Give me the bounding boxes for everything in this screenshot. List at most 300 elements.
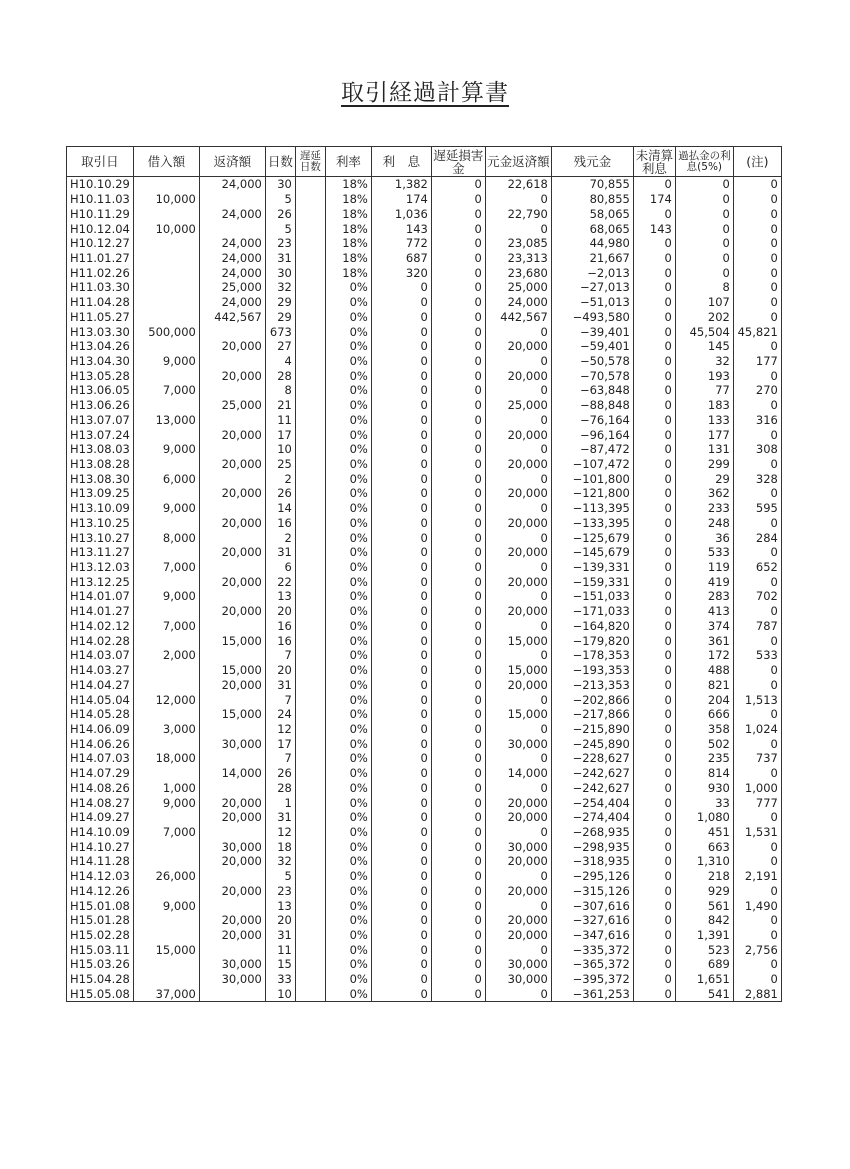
cell-note: 0 bbox=[733, 766, 781, 781]
cell-rate: 18% bbox=[325, 251, 371, 266]
table-row bbox=[67, 928, 782, 943]
cell-note: 0 bbox=[733, 398, 781, 413]
cell-borrowed: 9,000 bbox=[133, 795, 199, 810]
cell-rate: 0% bbox=[325, 854, 371, 869]
cell-overpayment-interest: 930 bbox=[675, 780, 733, 795]
cell-repaid: 24,000 bbox=[199, 177, 265, 192]
cell-delay-damages: 0 bbox=[431, 707, 485, 722]
cell-delay-damages: 0 bbox=[431, 354, 485, 369]
cell-days: 29 bbox=[265, 309, 295, 324]
cell-delay-damages: 0 bbox=[431, 295, 485, 310]
table-row bbox=[67, 383, 782, 398]
cell-principal-repaid: 0 bbox=[485, 619, 551, 634]
table-row bbox=[67, 368, 782, 383]
cell-rate: 0% bbox=[325, 560, 371, 575]
cell-repaid bbox=[199, 648, 265, 663]
cell-date: H14.01.27 bbox=[67, 604, 134, 619]
cell-rate: 0% bbox=[325, 516, 371, 531]
cell-overpayment-interest: 842 bbox=[675, 913, 733, 928]
table-row bbox=[67, 780, 782, 795]
cell-overpayment-interest: 0 bbox=[675, 265, 733, 280]
cell-unsettled-interest: 0 bbox=[633, 236, 675, 251]
cell-days: 4 bbox=[265, 354, 295, 369]
cell-principal-repaid: 20,000 bbox=[485, 545, 551, 560]
cell-delay-days bbox=[295, 324, 325, 339]
cell-rate: 0% bbox=[325, 545, 371, 560]
cell-principal-repaid: 23,313 bbox=[485, 251, 551, 266]
table-row bbox=[67, 942, 782, 957]
cell-delay-damages: 0 bbox=[431, 692, 485, 707]
cell-delay-days bbox=[295, 280, 325, 295]
cell-unsettled-interest: 0 bbox=[633, 177, 675, 192]
cell-overpayment-interest: 145 bbox=[675, 339, 733, 354]
cell-unsettled-interest: 0 bbox=[633, 751, 675, 766]
cell-remaining-principal: −365,372 bbox=[551, 957, 633, 972]
cell-delay-damages: 0 bbox=[431, 486, 485, 501]
cell-repaid bbox=[199, 324, 265, 339]
cell-remaining-principal: 58,065 bbox=[551, 206, 633, 221]
cell-borrowed: 7,000 bbox=[133, 825, 199, 840]
cell-days: 29 bbox=[265, 295, 295, 310]
cell-delay-days bbox=[295, 884, 325, 899]
cell-days: 25 bbox=[265, 457, 295, 472]
cell-date: H13.08.30 bbox=[67, 471, 134, 486]
header-interest: 利 息 bbox=[371, 147, 431, 177]
cell-interest: 0 bbox=[371, 354, 431, 369]
cell-borrowed bbox=[133, 928, 199, 943]
cell-delay-days bbox=[295, 751, 325, 766]
cell-delay-damages: 0 bbox=[431, 987, 485, 1002]
cell-overpayment-interest: 29 bbox=[675, 471, 733, 486]
table-row bbox=[67, 413, 782, 428]
table-row bbox=[67, 839, 782, 854]
cell-borrowed bbox=[133, 309, 199, 324]
cell-unsettled-interest: 0 bbox=[633, 648, 675, 663]
cell-days: 21 bbox=[265, 398, 295, 413]
cell-borrowed bbox=[133, 707, 199, 722]
cell-unsettled-interest: 0 bbox=[633, 589, 675, 604]
cell-delay-damages: 0 bbox=[431, 766, 485, 781]
cell-date: H14.12.03 bbox=[67, 869, 134, 884]
cell-rate: 18% bbox=[325, 265, 371, 280]
cell-remaining-principal: −59,401 bbox=[551, 339, 633, 354]
cell-remaining-principal: −2,013 bbox=[551, 265, 633, 280]
cell-repaid: 30,000 bbox=[199, 957, 265, 972]
cell-remaining-principal: −113,395 bbox=[551, 501, 633, 516]
table-row bbox=[67, 957, 782, 972]
cell-note: 0 bbox=[733, 604, 781, 619]
cell-remaining-principal: −63,848 bbox=[551, 383, 633, 398]
cell-note: 2,881 bbox=[733, 987, 781, 1002]
cell-note: 0 bbox=[733, 368, 781, 383]
cell-date: H13.06.05 bbox=[67, 383, 134, 398]
cell-unsettled-interest: 0 bbox=[633, 707, 675, 722]
cell-unsettled-interest: 0 bbox=[633, 942, 675, 957]
cell-delay-damages: 0 bbox=[431, 339, 485, 354]
cell-principal-repaid: 20,000 bbox=[485, 677, 551, 692]
cell-repaid: 20,000 bbox=[199, 516, 265, 531]
cell-unsettled-interest: 0 bbox=[633, 825, 675, 840]
cell-interest: 687 bbox=[371, 251, 431, 266]
cell-repaid bbox=[199, 722, 265, 737]
cell-delay-days bbox=[295, 957, 325, 972]
cell-delay-days bbox=[295, 486, 325, 501]
cell-interest: 320 bbox=[371, 265, 431, 280]
cell-note: 0 bbox=[733, 221, 781, 236]
cell-note: 177 bbox=[733, 354, 781, 369]
cell-date: H14.07.03 bbox=[67, 751, 134, 766]
cell-delay-damages: 0 bbox=[431, 795, 485, 810]
cell-principal-repaid: 20,000 bbox=[485, 884, 551, 899]
cell-overpayment-interest: 233 bbox=[675, 501, 733, 516]
cell-days: 13 bbox=[265, 589, 295, 604]
table-row bbox=[67, 663, 782, 678]
cell-note: 0 bbox=[733, 810, 781, 825]
cell-days: 17 bbox=[265, 736, 295, 751]
cell-delay-damages: 0 bbox=[431, 736, 485, 751]
cell-note: 0 bbox=[733, 265, 781, 280]
cell-days: 12 bbox=[265, 825, 295, 840]
cell-delay-days bbox=[295, 619, 325, 634]
cell-note: 0 bbox=[733, 339, 781, 354]
cell-overpayment-interest: 929 bbox=[675, 884, 733, 899]
cell-remaining-principal: 21,667 bbox=[551, 251, 633, 266]
cell-remaining-principal: −87,472 bbox=[551, 442, 633, 457]
cell-note: 0 bbox=[733, 177, 781, 192]
cell-remaining-principal: −101,800 bbox=[551, 471, 633, 486]
cell-delay-damages: 0 bbox=[431, 633, 485, 648]
cell-delay-damages: 0 bbox=[431, 722, 485, 737]
cell-remaining-principal: −242,627 bbox=[551, 766, 633, 781]
cell-interest: 0 bbox=[371, 928, 431, 943]
cell-borrowed bbox=[133, 368, 199, 383]
cell-borrowed: 500,000 bbox=[133, 324, 199, 339]
cell-remaining-principal: −268,935 bbox=[551, 825, 633, 840]
cell-days: 31 bbox=[265, 251, 295, 266]
cell-date: H15.04.28 bbox=[67, 972, 134, 987]
cell-principal-repaid: 23,680 bbox=[485, 265, 551, 280]
cell-note: 0 bbox=[733, 854, 781, 869]
cell-remaining-principal: −171,033 bbox=[551, 604, 633, 619]
cell-days: 26 bbox=[265, 766, 295, 781]
cell-delay-days bbox=[295, 839, 325, 854]
cell-overpayment-interest: 451 bbox=[675, 825, 733, 840]
cell-repaid bbox=[199, 987, 265, 1002]
cell-unsettled-interest: 0 bbox=[633, 854, 675, 869]
header-delay-damages: 遅延損害金 bbox=[433, 147, 484, 176]
cell-overpayment-interest: 361 bbox=[675, 633, 733, 648]
cell-days: 27 bbox=[265, 339, 295, 354]
cell-interest: 0 bbox=[371, 987, 431, 1002]
cell-remaining-principal: −88,848 bbox=[551, 398, 633, 413]
cell-repaid: 24,000 bbox=[199, 265, 265, 280]
cell-rate: 0% bbox=[325, 486, 371, 501]
cell-borrowed: 7,000 bbox=[133, 560, 199, 575]
cell-repaid bbox=[199, 869, 265, 884]
cell-delay-days bbox=[295, 795, 325, 810]
cell-delay-days bbox=[295, 913, 325, 928]
cell-delay-damages: 0 bbox=[431, 810, 485, 825]
table-row bbox=[67, 324, 782, 339]
cell-remaining-principal: 44,980 bbox=[551, 236, 633, 251]
table-row bbox=[67, 251, 782, 266]
cell-principal-repaid: 20,000 bbox=[485, 574, 551, 589]
cell-days: 8 bbox=[265, 383, 295, 398]
cell-borrowed bbox=[133, 839, 199, 854]
cell-repaid: 24,000 bbox=[199, 206, 265, 221]
cell-overpayment-interest: 666 bbox=[675, 707, 733, 722]
cell-repaid bbox=[199, 501, 265, 516]
cell-borrowed: 10,000 bbox=[133, 192, 199, 207]
cell-overpayment-interest: 299 bbox=[675, 457, 733, 472]
cell-date: H10.12.04 bbox=[67, 221, 134, 236]
cell-remaining-principal: −298,935 bbox=[551, 839, 633, 854]
cell-repaid: 20,000 bbox=[199, 457, 265, 472]
cell-principal-repaid: 15,000 bbox=[485, 633, 551, 648]
table-row bbox=[67, 751, 782, 766]
cell-borrowed: 2,000 bbox=[133, 648, 199, 663]
cell-date: H14.04.27 bbox=[67, 677, 134, 692]
table-row bbox=[67, 589, 782, 604]
cell-date: H13.08.03 bbox=[67, 442, 134, 457]
cell-days: 5 bbox=[265, 869, 295, 884]
cell-repaid: 20,000 bbox=[199, 368, 265, 383]
cell-unsettled-interest: 0 bbox=[633, 501, 675, 516]
cell-principal-repaid: 0 bbox=[485, 589, 551, 604]
cell-days: 10 bbox=[265, 442, 295, 457]
cell-rate: 0% bbox=[325, 589, 371, 604]
cell-note: 0 bbox=[733, 295, 781, 310]
cell-principal-repaid: 23,085 bbox=[485, 236, 551, 251]
cell-remaining-principal: −178,353 bbox=[551, 648, 633, 663]
table-row bbox=[67, 810, 782, 825]
cell-delay-damages: 0 bbox=[431, 619, 485, 634]
cell-borrowed: 12,000 bbox=[133, 692, 199, 707]
cell-repaid: 20,000 bbox=[199, 854, 265, 869]
cell-overpayment-interest: 358 bbox=[675, 722, 733, 737]
cell-days: 7 bbox=[265, 751, 295, 766]
cell-rate: 0% bbox=[325, 972, 371, 987]
cell-note: 0 bbox=[733, 545, 781, 560]
cell-date: H11.01.27 bbox=[67, 251, 134, 266]
cell-overpayment-interest: 488 bbox=[675, 663, 733, 678]
cell-overpayment-interest: 689 bbox=[675, 957, 733, 972]
cell-rate: 0% bbox=[325, 530, 371, 545]
cell-unsettled-interest: 0 bbox=[633, 545, 675, 560]
cell-interest: 0 bbox=[371, 383, 431, 398]
cell-principal-repaid: 0 bbox=[485, 501, 551, 516]
cell-repaid: 30,000 bbox=[199, 839, 265, 854]
cell-unsettled-interest: 0 bbox=[633, 368, 675, 383]
cell-rate: 0% bbox=[325, 751, 371, 766]
cell-delay-damages: 0 bbox=[431, 648, 485, 663]
cell-note: 787 bbox=[733, 619, 781, 634]
table-row bbox=[67, 677, 782, 692]
cell-remaining-principal: −213,353 bbox=[551, 677, 633, 692]
cell-repaid: 20,000 bbox=[199, 427, 265, 442]
cell-unsettled-interest: 0 bbox=[633, 810, 675, 825]
table-row bbox=[67, 825, 782, 840]
cell-delay-days bbox=[295, 736, 325, 751]
cell-interest: 0 bbox=[371, 413, 431, 428]
cell-repaid bbox=[199, 898, 265, 913]
table-row bbox=[67, 442, 782, 457]
cell-days: 5 bbox=[265, 221, 295, 236]
cell-date: H14.08.26 bbox=[67, 780, 134, 795]
cell-delay-days bbox=[295, 516, 325, 531]
cell-repaid bbox=[199, 221, 265, 236]
cell-rate: 0% bbox=[325, 398, 371, 413]
cell-date: H13.05.28 bbox=[67, 368, 134, 383]
table-header-row bbox=[67, 147, 782, 177]
table-row bbox=[67, 972, 782, 987]
table-row bbox=[67, 265, 782, 280]
cell-overpayment-interest: 413 bbox=[675, 604, 733, 619]
cell-delay-days bbox=[295, 707, 325, 722]
cell-principal-repaid: 0 bbox=[485, 780, 551, 795]
cell-repaid: 30,000 bbox=[199, 972, 265, 987]
cell-note: 328 bbox=[733, 471, 781, 486]
cell-remaining-principal: −242,627 bbox=[551, 780, 633, 795]
cell-overpayment-interest: 0 bbox=[675, 251, 733, 266]
cell-note: 0 bbox=[733, 516, 781, 531]
cell-interest: 0 bbox=[371, 501, 431, 516]
cell-date: H14.10.09 bbox=[67, 825, 134, 840]
cell-delay-days bbox=[295, 692, 325, 707]
cell-note: 1,513 bbox=[733, 692, 781, 707]
cell-interest: 0 bbox=[371, 957, 431, 972]
cell-delay-damages: 0 bbox=[431, 413, 485, 428]
cell-delay-damages: 0 bbox=[431, 854, 485, 869]
cell-days: 17 bbox=[265, 427, 295, 442]
cell-rate: 0% bbox=[325, 942, 371, 957]
cell-interest: 0 bbox=[371, 589, 431, 604]
table-row bbox=[67, 898, 782, 913]
cell-principal-repaid: 25,000 bbox=[485, 280, 551, 295]
table-row bbox=[67, 869, 782, 884]
cell-interest: 0 bbox=[371, 780, 431, 795]
table-row bbox=[67, 545, 782, 560]
cell-delay-days bbox=[295, 560, 325, 575]
cell-rate: 0% bbox=[325, 898, 371, 913]
cell-remaining-principal: −96,164 bbox=[551, 427, 633, 442]
header-unsettled-interest: 未清算利息 bbox=[633, 147, 675, 177]
cell-days: 18 bbox=[265, 839, 295, 854]
cell-borrowed bbox=[133, 854, 199, 869]
cell-rate: 18% bbox=[325, 206, 371, 221]
cell-delay-days bbox=[295, 545, 325, 560]
cell-rate: 0% bbox=[325, 928, 371, 943]
cell-overpayment-interest: 362 bbox=[675, 486, 733, 501]
cell-rate: 18% bbox=[325, 192, 371, 207]
cell-rate: 0% bbox=[325, 825, 371, 840]
cell-delay-days bbox=[295, 206, 325, 221]
table-row bbox=[67, 221, 782, 236]
cell-delay-days bbox=[295, 368, 325, 383]
cell-repaid: 442,567 bbox=[199, 309, 265, 324]
cell-note: 0 bbox=[733, 677, 781, 692]
cell-note: 0 bbox=[733, 884, 781, 899]
cell-days: 28 bbox=[265, 780, 295, 795]
cell-delay-days bbox=[295, 663, 325, 678]
cell-days: 24 bbox=[265, 707, 295, 722]
cell-unsettled-interest: 0 bbox=[633, 516, 675, 531]
cell-delay-damages: 0 bbox=[431, 884, 485, 899]
cell-interest: 0 bbox=[371, 516, 431, 531]
cell-remaining-principal: −395,372 bbox=[551, 972, 633, 987]
cell-principal-repaid: 0 bbox=[485, 530, 551, 545]
cell-date: H10.12.27 bbox=[67, 236, 134, 251]
table-row bbox=[67, 633, 782, 648]
cell-rate: 0% bbox=[325, 648, 371, 663]
table-row bbox=[67, 987, 782, 1002]
cell-note: 0 bbox=[733, 736, 781, 751]
cell-remaining-principal: −202,866 bbox=[551, 692, 633, 707]
cell-note: 0 bbox=[733, 839, 781, 854]
cell-overpayment-interest: 119 bbox=[675, 560, 733, 575]
cell-delay-damages: 0 bbox=[431, 751, 485, 766]
table-row bbox=[67, 192, 782, 207]
cell-remaining-principal: −133,395 bbox=[551, 516, 633, 531]
cell-overpayment-interest: 172 bbox=[675, 648, 733, 663]
cell-delay-damages: 0 bbox=[431, 442, 485, 457]
cell-overpayment-interest: 133 bbox=[675, 413, 733, 428]
cell-interest: 0 bbox=[371, 633, 431, 648]
cell-delay-damages: 0 bbox=[431, 957, 485, 972]
cell-overpayment-interest: 77 bbox=[675, 383, 733, 398]
cell-delay-damages: 0 bbox=[431, 221, 485, 236]
cell-date: H11.04.28 bbox=[67, 295, 134, 310]
cell-overpayment-interest: 1,080 bbox=[675, 810, 733, 825]
cell-delay-days bbox=[295, 221, 325, 236]
cell-repaid: 20,000 bbox=[199, 928, 265, 943]
cell-unsettled-interest: 0 bbox=[633, 692, 675, 707]
cell-interest: 0 bbox=[371, 913, 431, 928]
cell-date: H13.07.07 bbox=[67, 413, 134, 428]
cell-rate: 0% bbox=[325, 692, 371, 707]
table-row bbox=[67, 854, 782, 869]
cell-delay-damages: 0 bbox=[431, 898, 485, 913]
cell-note: 1,024 bbox=[733, 722, 781, 737]
cell-delay-days bbox=[295, 810, 325, 825]
cell-interest: 1,036 bbox=[371, 206, 431, 221]
header-delay-days: 遅延日数 bbox=[295, 147, 325, 177]
cell-borrowed: 15,000 bbox=[133, 942, 199, 957]
cell-interest: 0 bbox=[371, 722, 431, 737]
cell-date: H14.01.07 bbox=[67, 589, 134, 604]
cell-interest: 143 bbox=[371, 221, 431, 236]
cell-overpayment-interest: 1,391 bbox=[675, 928, 733, 943]
cell-date: H13.03.30 bbox=[67, 324, 134, 339]
cell-days: 32 bbox=[265, 280, 295, 295]
cell-unsettled-interest: 0 bbox=[633, 413, 675, 428]
cell-unsettled-interest: 0 bbox=[633, 265, 675, 280]
cell-borrowed: 18,000 bbox=[133, 751, 199, 766]
cell-delay-days bbox=[295, 854, 325, 869]
cell-overpayment-interest: 374 bbox=[675, 619, 733, 634]
cell-note: 0 bbox=[733, 707, 781, 722]
cell-remaining-principal: −164,820 bbox=[551, 619, 633, 634]
cell-principal-repaid: 442,567 bbox=[485, 309, 551, 324]
cell-rate: 0% bbox=[325, 869, 371, 884]
cell-date: H15.02.28 bbox=[67, 928, 134, 943]
table-row bbox=[67, 619, 782, 634]
table-row bbox=[67, 560, 782, 575]
cell-interest: 0 bbox=[371, 648, 431, 663]
cell-date: H13.12.03 bbox=[67, 560, 134, 575]
cell-repaid: 20,000 bbox=[199, 486, 265, 501]
cell-date: H14.02.28 bbox=[67, 633, 134, 648]
